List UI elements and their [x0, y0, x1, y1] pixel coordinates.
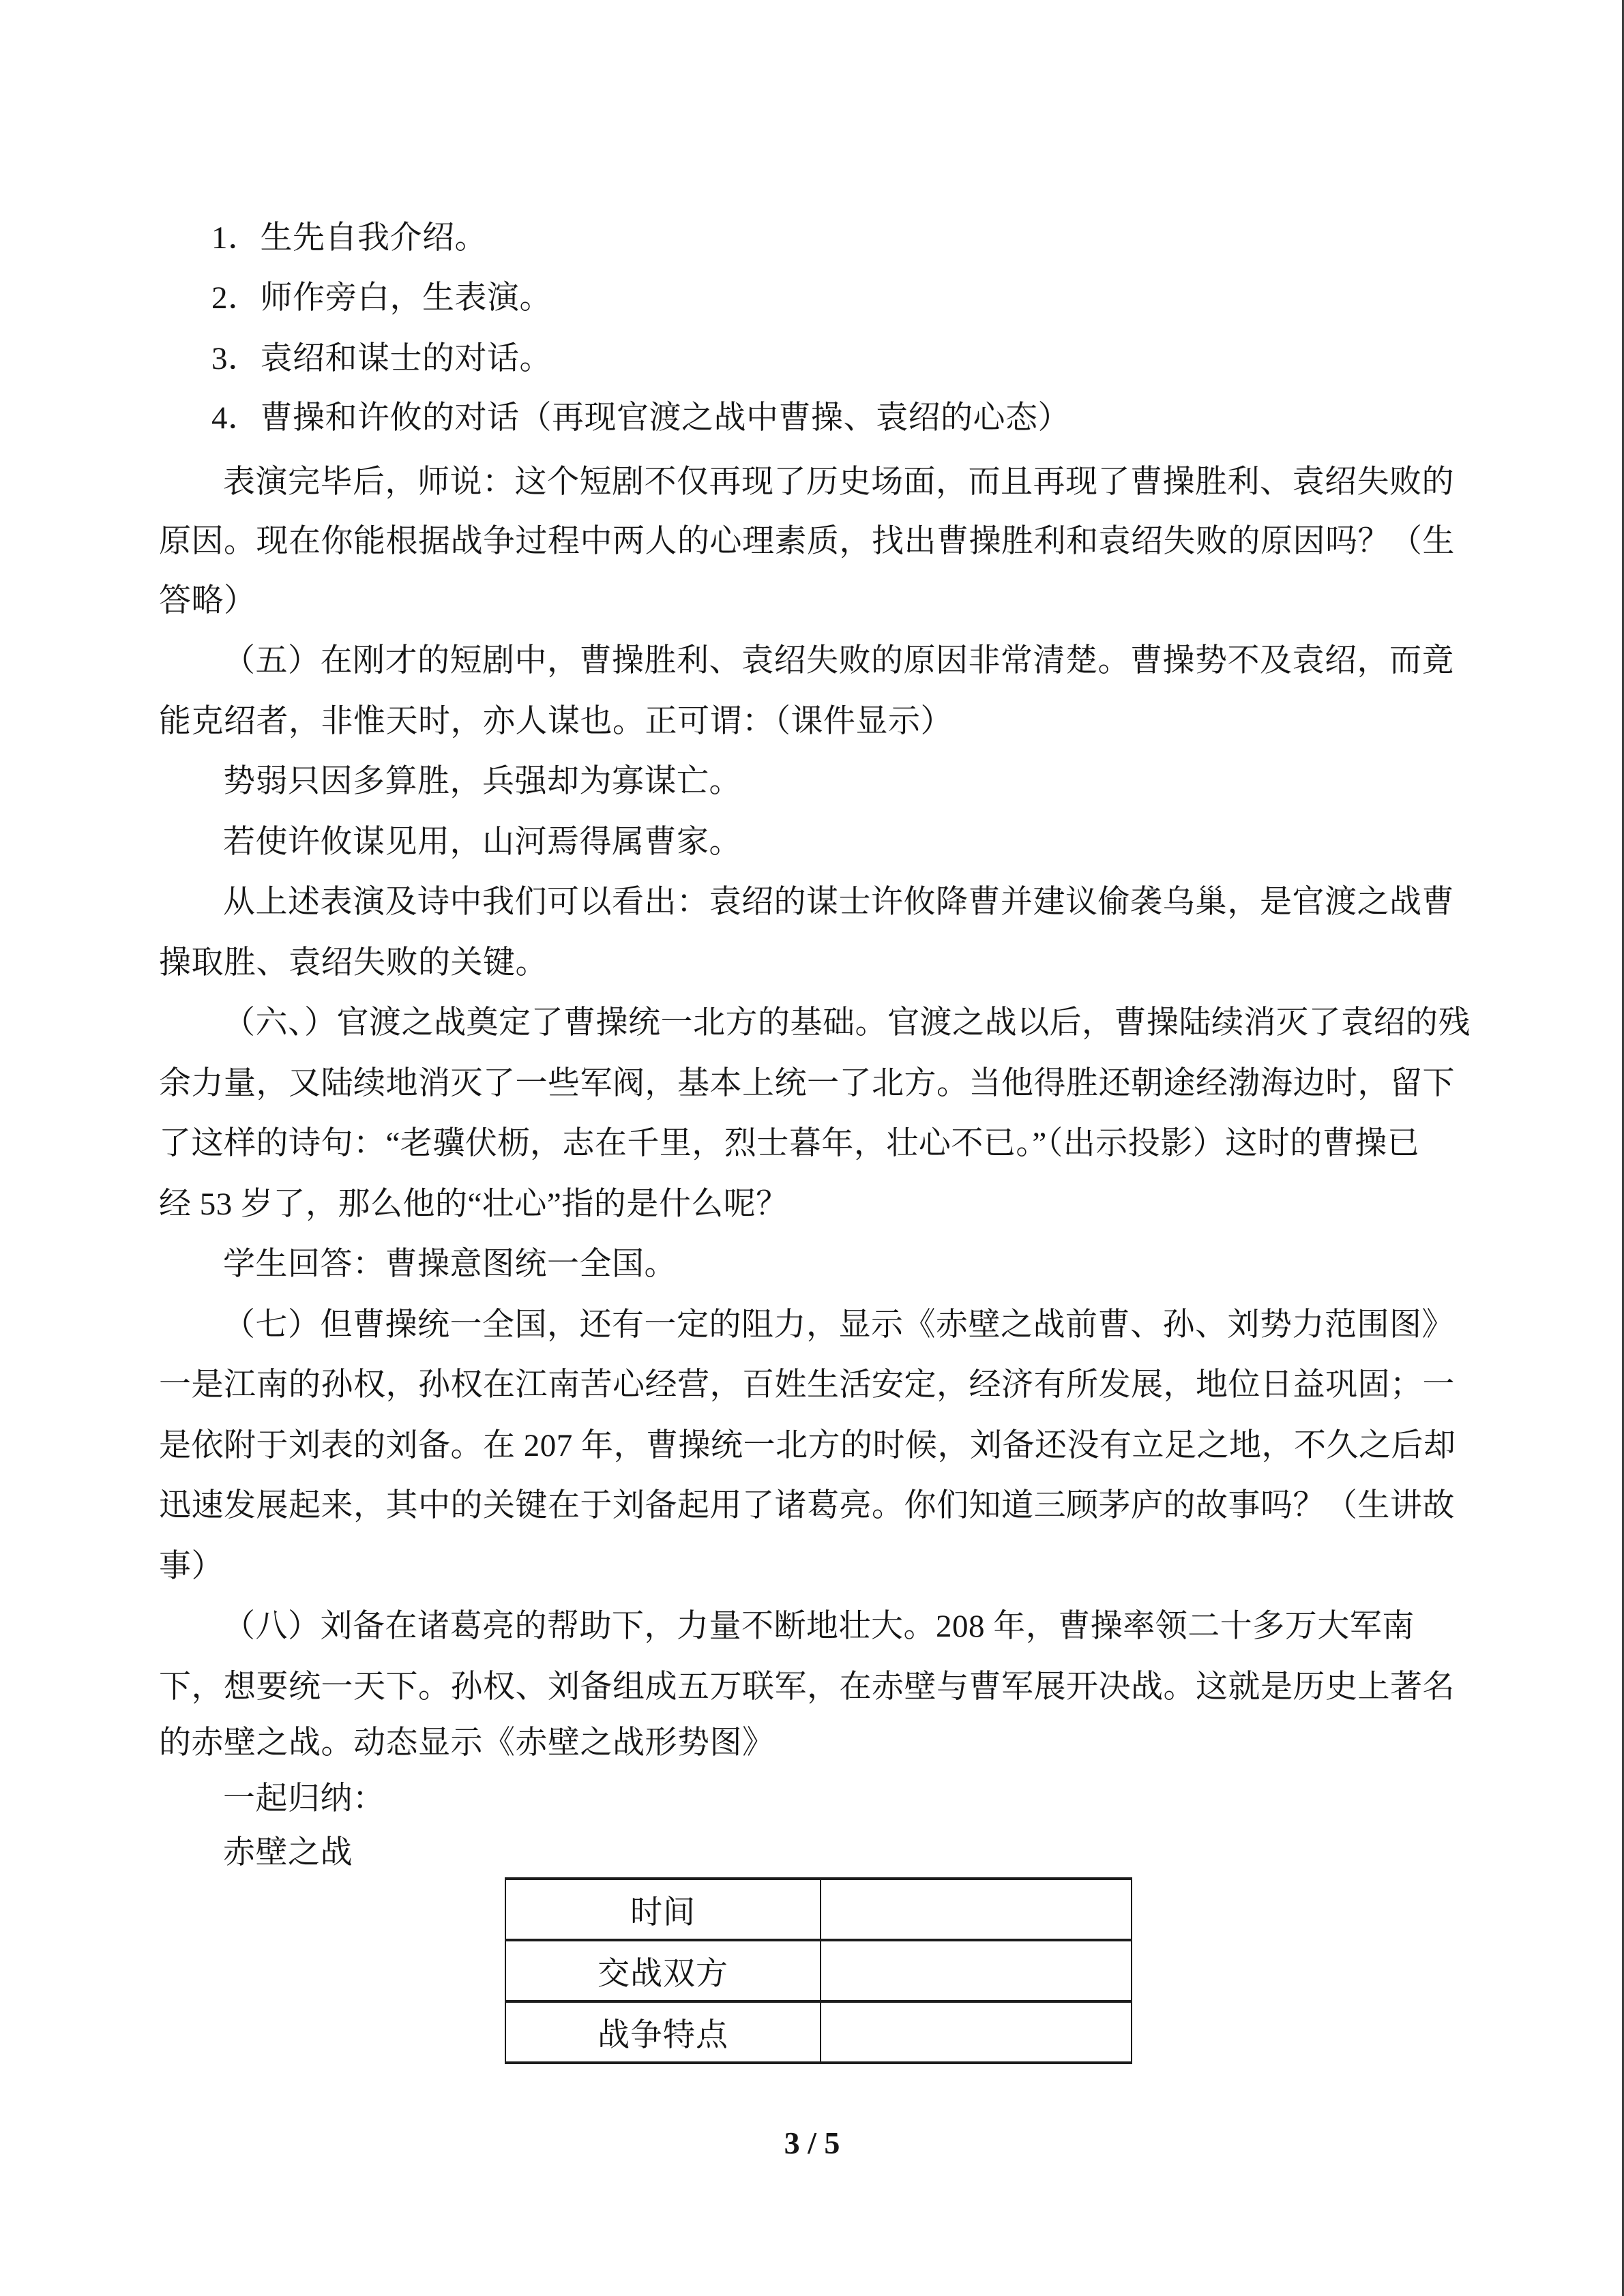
text-line: （七）但曹操统一全国，还有一定的阻力，显示《赤壁之战前曹、孙、刘势力范围图》: [223, 1307, 1454, 1343]
table-row: [506, 1880, 1131, 1941]
text-line: 是依附于刘表的刘备。在 207 年，曹操统一北方的时候，刘备还没有立足之地，不久之后却: [159, 1428, 1456, 1463]
text-line: （六、）官渡之战奠定了曹操统一北方的基础。官渡之战以后，曹操陆续消灭了袁绍的残: [223, 1005, 1471, 1041]
text-line: 势弱只因多算胜，兵强却为寡谋亡。: [223, 764, 741, 799]
table-label-cell: 交战双方: [506, 1941, 821, 2000]
text-line: 2．师作旁白，生表演。: [211, 280, 552, 316]
text-line: 学生回答：曹操意图统一全国。: [223, 1247, 677, 1282]
text-line: 事）: [159, 1549, 224, 1584]
text-line: 3．袁绍和谋士的对话。: [211, 341, 552, 376]
text-line: 4．曹操和许攸的对话（再现官渡之战中曹操、袁绍的心态）: [211, 400, 1070, 436]
text-line: 余力量，又陆续地消灭了一些军阀，基本上统一了北方。当他得胜还朝途经渤海边时，留下: [159, 1066, 1455, 1101]
table-label-cell: 时间: [506, 1880, 821, 1939]
battle-summary-table: [505, 1877, 1132, 2064]
text-line: 原因。现在你能根据战争过程中两人的心理素质，找出曹操胜利和袁绍失败的原因吗？（生: [159, 524, 1455, 559]
table-value-cell: [821, 2003, 1131, 2061]
text-line: 的赤壁之战。动态显示《赤壁之战形势图》: [159, 1725, 775, 1761]
text-line: （五）在刚才的短剧中，曹操胜利、袁绍失败的原因非常清楚。曹操势不及袁绍，而竟: [223, 643, 1454, 679]
text-line: 一起归纳：: [223, 1781, 385, 1817]
text-line: 能克绍者，非惟天时，亦人谋也。正可谓：（课件显示）: [159, 704, 953, 739]
text-line: 若使许攸谋见用，山河焉得属曹家。: [223, 824, 741, 860]
text-line: 从上述表演及诗中我们可以看出：袁绍的谋士许攸降曹并建议偷袭乌巢，是官渡之战曹: [223, 884, 1454, 920]
text-line: 操取胜、袁绍失败的关键。: [159, 945, 548, 981]
page-number: 3 / 5: [784, 2126, 840, 2160]
text-line: 迅速发展起来，其中的关键在于刘备起用了诸葛亮。你们知道三顾茅庐的故事吗？（生讲故: [159, 1488, 1455, 1523]
text-line: 1．生先自我介绍。: [211, 220, 487, 256]
text-line: 表演完毕后，师说：这个短剧不仅再现了历史场面，而且再现了曹操胜利、袁绍失败的: [223, 464, 1454, 500]
text-line: （八）刘备在诸葛亮的帮助下，力量不断地壮大。208 年，曹操率领二十多万大军南: [223, 1609, 1415, 1644]
table-value-cell: [821, 1941, 1131, 2000]
text-line: 一是江南的孙权，孙权在江南苦心经营，百姓生活安定，经济有所发展，地位日益巩固；一: [159, 1367, 1455, 1403]
table-row: [506, 1941, 1131, 2003]
table-row: [506, 2003, 1131, 2061]
table-label-cell: 战争特点: [506, 2003, 821, 2061]
text-line: 赤壁之战: [223, 1835, 353, 1870]
table-value-cell: [821, 1880, 1131, 1939]
text-line: 了这样的诗句：“老骥伏枥，志在千里，烈士暮年，壮心不已。”（出示投影）这时的曹操已: [159, 1126, 1420, 1161]
text-line: 答略）: [159, 583, 256, 618]
text-line: 下，想要统一天下。孙权、刘备组成五万联军，在赤壁与曹军展开决战。这就是历史上著名: [159, 1669, 1455, 1705]
text-line: 经 53 岁了，那么他的“壮心”指的是什么呢？: [159, 1187, 788, 1222]
